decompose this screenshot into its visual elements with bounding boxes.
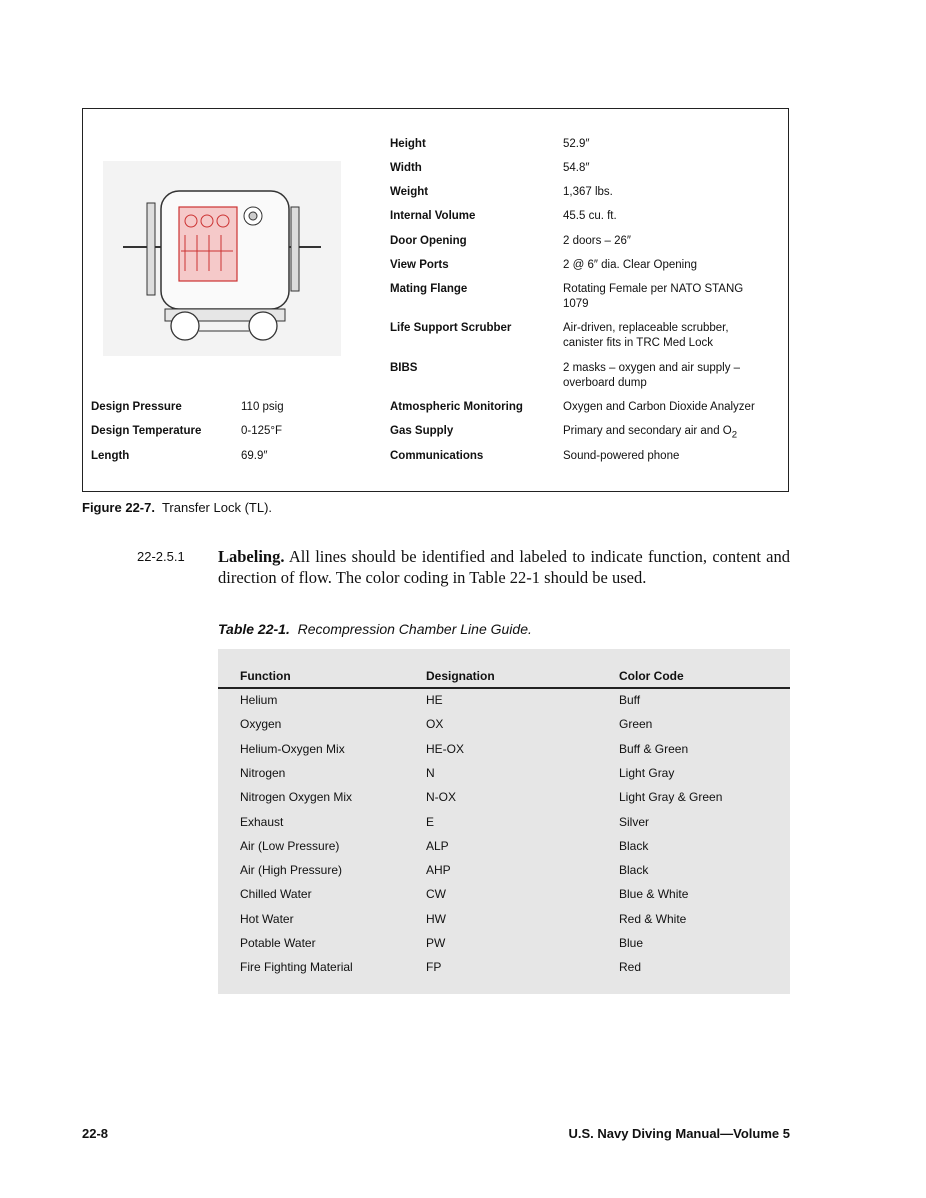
table-cell-designation: PW	[426, 936, 446, 950]
labeling-paragraph	[218, 546, 790, 588]
figure-caption	[82, 500, 272, 515]
table-cell-designation: ALP	[426, 838, 449, 853]
spec-value-mating-flange: Rotating Female per NATO STANG 1079	[563, 283, 744, 310]
table-cell-color-code: Blue & White	[619, 887, 689, 902]
spec-label-design-pressure: Design Pressure	[91, 401, 182, 413]
o2-subscript: 2	[731, 429, 738, 441]
table-title-text: Recompression Chamber Line Guide.	[297, 621, 532, 637]
spec-value-communications: Sound-powered phone	[563, 450, 680, 462]
table-cell-designation: OX	[426, 717, 444, 732]
spec-value-view-ports: 2 @ 6″ dia. Clear Opening	[563, 259, 698, 271]
table-cell-color-code: Light Gray & Green	[619, 790, 723, 805]
table-cell-function: Air (High Pressure)	[240, 863, 343, 878]
paragraph-number: 22-2.5.1	[137, 549, 185, 564]
table-cell-function: Chilled Water	[240, 887, 312, 902]
table-number: Table 22-1.	[218, 621, 290, 637]
spec-value-bibs: 2 masks – oxygen and air supply – overboard dump	[563, 362, 741, 389]
spec-label-design-temperature: Design Temperature	[91, 425, 202, 437]
table-cell-designation: CW	[426, 887, 446, 902]
table-cell-color-code: Red & White	[619, 911, 687, 926]
spec-value-width: 54.8″	[563, 162, 590, 174]
table-cell-color-code: Silver	[619, 814, 650, 829]
table-cell-color-code: Buff	[619, 693, 641, 707]
table-cell-function: Helium	[240, 693, 278, 707]
table-cell-function: Oxygen	[240, 717, 282, 732]
table-cell-function: Fire Fighting Material	[240, 960, 353, 975]
spec-value-door-opening: 2 doors – 26″	[563, 235, 632, 247]
spec-label-life-support-scrubber: Life Support Scrubber	[390, 322, 512, 334]
table-cell-color-code: Red	[619, 960, 642, 975]
spec-label-bibs: BIBS	[390, 362, 418, 374]
spec-value-length: 69.9″	[241, 450, 268, 462]
spec-value-design-pressure: 110 psig	[241, 401, 284, 413]
spec-value-weight: 1,367 lbs.	[563, 186, 613, 198]
table-cell-function: Nitrogen Oxygen Mix	[240, 790, 353, 805]
spec-label-mating-flange: Mating Flange	[390, 283, 468, 295]
spec-label-weight: Weight	[390, 186, 429, 198]
figure-caption-text: Transfer Lock (TL).	[161, 500, 273, 515]
line-guide-table	[218, 649, 790, 994]
figure-number: Figure 22-7.	[82, 500, 155, 515]
transfer-lock-illustration	[103, 161, 341, 356]
spec-label-length: Length	[91, 450, 130, 462]
table-cell-function: Helium-Oxygen Mix	[240, 741, 345, 756]
footer-page-number: 22-8	[82, 1126, 109, 1141]
table-header-rule	[218, 687, 790, 689]
spec-value-internal-volume: 45.5 cu. ft.	[563, 210, 617, 222]
table-cell-designation: N-OX	[426, 790, 456, 805]
table-header-designation: Designation	[426, 669, 495, 683]
table-cell-color-code: Green	[619, 717, 653, 732]
table-cell-designation: AHP	[426, 863, 451, 878]
spec-label-height: Height	[390, 138, 426, 150]
table-cell-function: Potable Water	[240, 936, 316, 950]
spec-value-atmospheric-monitoring: Oxygen and Carbon Dioxide Analyzer	[563, 401, 755, 413]
table-title	[218, 621, 532, 637]
table-cell-function: Nitrogen	[240, 765, 286, 780]
table-cell-color-code: Black	[619, 863, 649, 878]
table-cell-designation: E	[426, 814, 435, 829]
spec-label-view-ports: View Ports	[390, 259, 449, 271]
spec-label-gas-supply: Gas Supply	[390, 425, 454, 437]
transfer-lock-spec-box	[82, 108, 789, 492]
spec-value-design-temperature: 0-125°F	[241, 425, 283, 437]
paragraph-text: All lines should be identified and labeled to indicate function, content and direction of flow. The color coding in Table 22-1 should be used.	[218, 547, 790, 587]
table-cell-color-code: Blue	[619, 936, 644, 950]
table-header-function: Function	[240, 669, 291, 683]
spec-label-door-opening: Door Opening	[390, 235, 467, 247]
table-cell-designation: HE-OX	[426, 741, 465, 756]
spec-label-width: Width	[390, 162, 422, 174]
table-cell-color-code: Light Gray	[619, 765, 675, 780]
table-cell-designation: HW	[426, 911, 446, 926]
spec-label-atmospheric-monitoring: Atmospheric Monitoring	[390, 401, 523, 413]
paragraph-heading: Labeling.	[218, 547, 285, 566]
spec-label-communications: Communications	[390, 450, 484, 462]
spec-label-internal-volume: Internal Volume	[390, 210, 476, 222]
spec-value-life-support-scrubber: Air-driven, replaceable scrubber, canister fits in TRC Med Lock	[563, 322, 729, 349]
table-cell-color-code: Black	[619, 838, 649, 853]
table-cell-function: Hot Water	[240, 911, 294, 926]
table-cell-function: Exhaust	[240, 814, 284, 829]
footer-title: U.S. Navy Diving Manual—Volume 5	[568, 1126, 790, 1141]
table-cell-designation: FP	[426, 960, 442, 975]
spec-value-gas-supply: Primary and secondary air and $O_2$	[563, 425, 738, 441]
table-header-color-code: Color Code	[619, 669, 684, 683]
table-cell-designation: HE	[426, 693, 443, 707]
spec-value-height: 52.9″	[563, 138, 590, 150]
table-cell-designation: N	[426, 765, 435, 780]
table-cell-color-code: Buff & Green	[619, 741, 689, 756]
table-cell-function: Air (Low Pressure)	[240, 838, 340, 853]
